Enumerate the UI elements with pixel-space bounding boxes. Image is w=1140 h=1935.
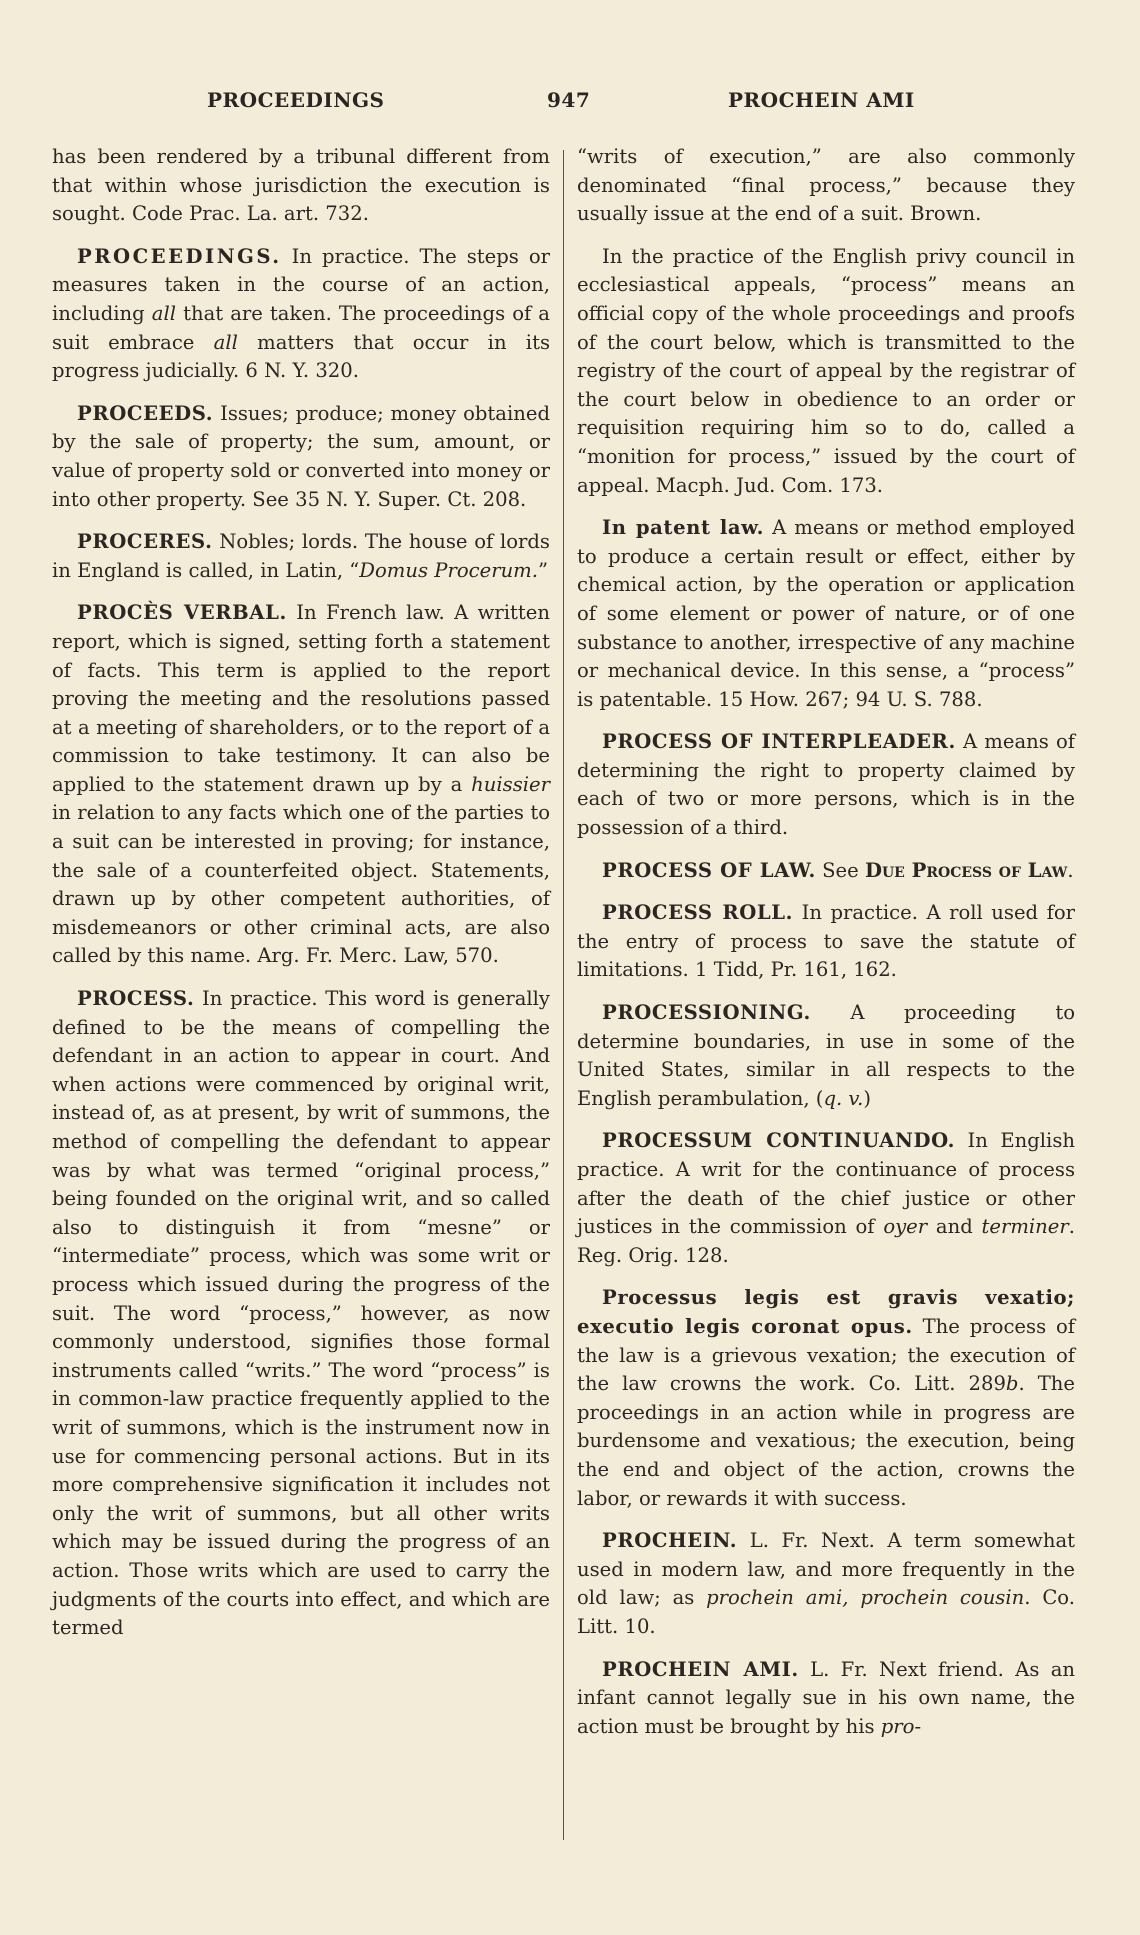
headword: PROCESS OF INTERPLEADER. <box>602 730 956 754</box>
page-number: 947 <box>547 88 591 112</box>
entry-proceedings: PROCEEDINGS. In practice. The steps or measures taken in the course of an action, including all that are taken. The proceedings of a suit embrace all matters that occur in its progress judicially. 6 N. Y. 320. <box>52 244 551 383</box>
entry-process-privy-council: In the practice of the English privy council in ecclesiastical appeals, “process” means an official copy of the whole proceedings and proofs of the court below, which is transmitted to the registry of the court of appeal by the registrar of the court below in obedience to an order or requisition requiring him so to do, called a “monition for process,” issued by the court of appeal. Macph. Jud. Com. 173. <box>577 244 1075 497</box>
headword: Processus legis est gravis vexatio; executio legis coronat opus. <box>577 1286 1075 1338</box>
entry-prochein: PROCHEIN. L. Fr. Next. A term somewhat used in modern law, and more frequently in the old law; as prochein ami, prochein cousin. Co. Litt. 10. <box>577 1529 1075 1638</box>
entry-proceeds: PROCEEDS. Issues; produce; money obtained by the sale of property; the sum, amount, or value of property sold or converted into money or into other property. See 35 N. Y. Super. Ct. 208. <box>52 401 550 511</box>
subheading: In patent law. <box>602 516 765 540</box>
continued-entry: has been rendered by a tribunal different from that within whose jurisdiction the execution is sought. Code Prac. La. art. 732. <box>52 145 550 226</box>
headword: PROCESS OF LAW. <box>602 858 816 882</box>
entry-process-of-law: PROCESS OF LAW. See Due Process of Law. <box>602 858 1074 882</box>
entry-proces-verbal: PROCÈS VERBAL. In French law. A written report, which is signed, setting forth a statement of facts. This term is applied to the report proving the meeting and the resolutions passed at a meeting of shareholders, or to the report of a commission to take testimony. It can also be applied to the statement drawn up by a huissier in relation to any facts which one of the parties to a suit can be interested in proving; for instance, the sale of a counterfeited object. Statements, drawn up by other competent authorities, of misdemeanors or other criminal acts, are also called by this name. Arg. Fr. Merc. Law, 570. <box>52 601 550 968</box>
headword: PROCESS ROLL. <box>602 901 794 925</box>
headword: PROCESS. <box>77 987 195 1011</box>
headword: PROCEEDS. <box>77 401 214 425</box>
entry-maxim-processus-legis: Processus legis est gravis vexatio; executio legis coronat opus. The process of the law is a grievous vexation; the execution of the law crowns the work. Co. Litt. 289b. The proceedings in an action while in progress are burdensome and vexatious; the execution, being the end and object of the action, crowns the labor, or rewards it with success. <box>577 1286 1076 1510</box>
entry-process-roll: PROCESS ROLL. In practice. A roll used for the entry of process to save the statute of limitations. 1 Tidd, Pr. 161, 162. <box>577 901 1075 982</box>
headword: PROCESSIONING. <box>602 1001 811 1025</box>
headword: PROCESSUM CONTINUANDO. <box>602 1129 956 1153</box>
headword: PROCÈS VERBAL. <box>77 601 287 625</box>
headword: PROCEEDINGS. <box>77 244 282 268</box>
entry-processum-continuando: PROCESSUM CONTINUANDO. In English practice. A writ for the continuance of process after the death of the chief justice or other justices in the commission of oyer and terminer. Reg. Orig. 128. <box>577 1129 1075 1267</box>
header-right-term: PROCHEIN AMI <box>728 88 915 112</box>
column-divider <box>563 150 564 1840</box>
entry-proceres: PROCERES. Nobles; lords. The house of lords in England is called, in Latin, “Domus Procerum.” <box>52 530 550 582</box>
left-column <box>52 143 550 1657</box>
right-column <box>577 143 1075 1755</box>
headword: PROCHEIN. <box>602 1529 738 1553</box>
header-left-term: PROCEEDINGS <box>207 88 385 112</box>
entry-processioning: PROCESSIONING. A proceeding to determine boundaries, in use in some of the United States, similar in all respects to the English perambulation, (q. v.) <box>577 1001 1075 1110</box>
headword: PROCHEIN AMI. <box>602 1657 799 1681</box>
entry-process: PROCESS. In practice. This word is generally defined to be the means of compelling the defendant in an action to appear in court. And when actions were commenced by original writ, instead of, as at present, by writ of summons, the method of compelling the defendant to appear was by what was termed “original process,” being founded on the original writ, and so called also to distinguish it from “mesne” or “intermediate” process, which was some writ or process which issued during the progress of the suit. The word “process,” however, as now commonly understood, signifies those formal instruments called “writs.” The word “process” is in common-law practice frequently applied to the writ of summons, which is the instrument now in use for commencing personal actions. But in its more comprehensive signification it includes not only the writ of summons, but all other writs which may be issued during the progress of an action. Those writs which are used to carry the judgments of the courts into effect, and which are termed <box>52 987 550 1640</box>
entry-prochein-ami: PROCHEIN AMI. L. Fr. Next friend. As an infant cannot legally sue in his own name, the action must be brought by his pro- <box>577 1657 1076 1738</box>
cross-reference: Due Process of Law <box>864 858 1068 882</box>
entry-process-patent-law: In patent law. A means or method employed to produce a certain result or effect, either by chemical action, by the operation or application of some element or power of nature, or of one substance to another, irrespective of any machine or mechanical device. In this sense, a “process” is patentable. 15 How. 267; 94 U. S. 788. <box>577 516 1075 711</box>
running-head <box>0 88 1140 118</box>
headword: PROCERES. <box>77 530 213 554</box>
continued-entry: “writs of execution,” are also commonly denominated “final process,” because they usually issue at the end of a suit. Brown. <box>577 145 1075 226</box>
entry-process-of-interpleader: PROCESS OF INTERPLEADER. A means of determining the right to property claimed by each of two or more persons, which is in the possession of a third. <box>577 730 1075 840</box>
